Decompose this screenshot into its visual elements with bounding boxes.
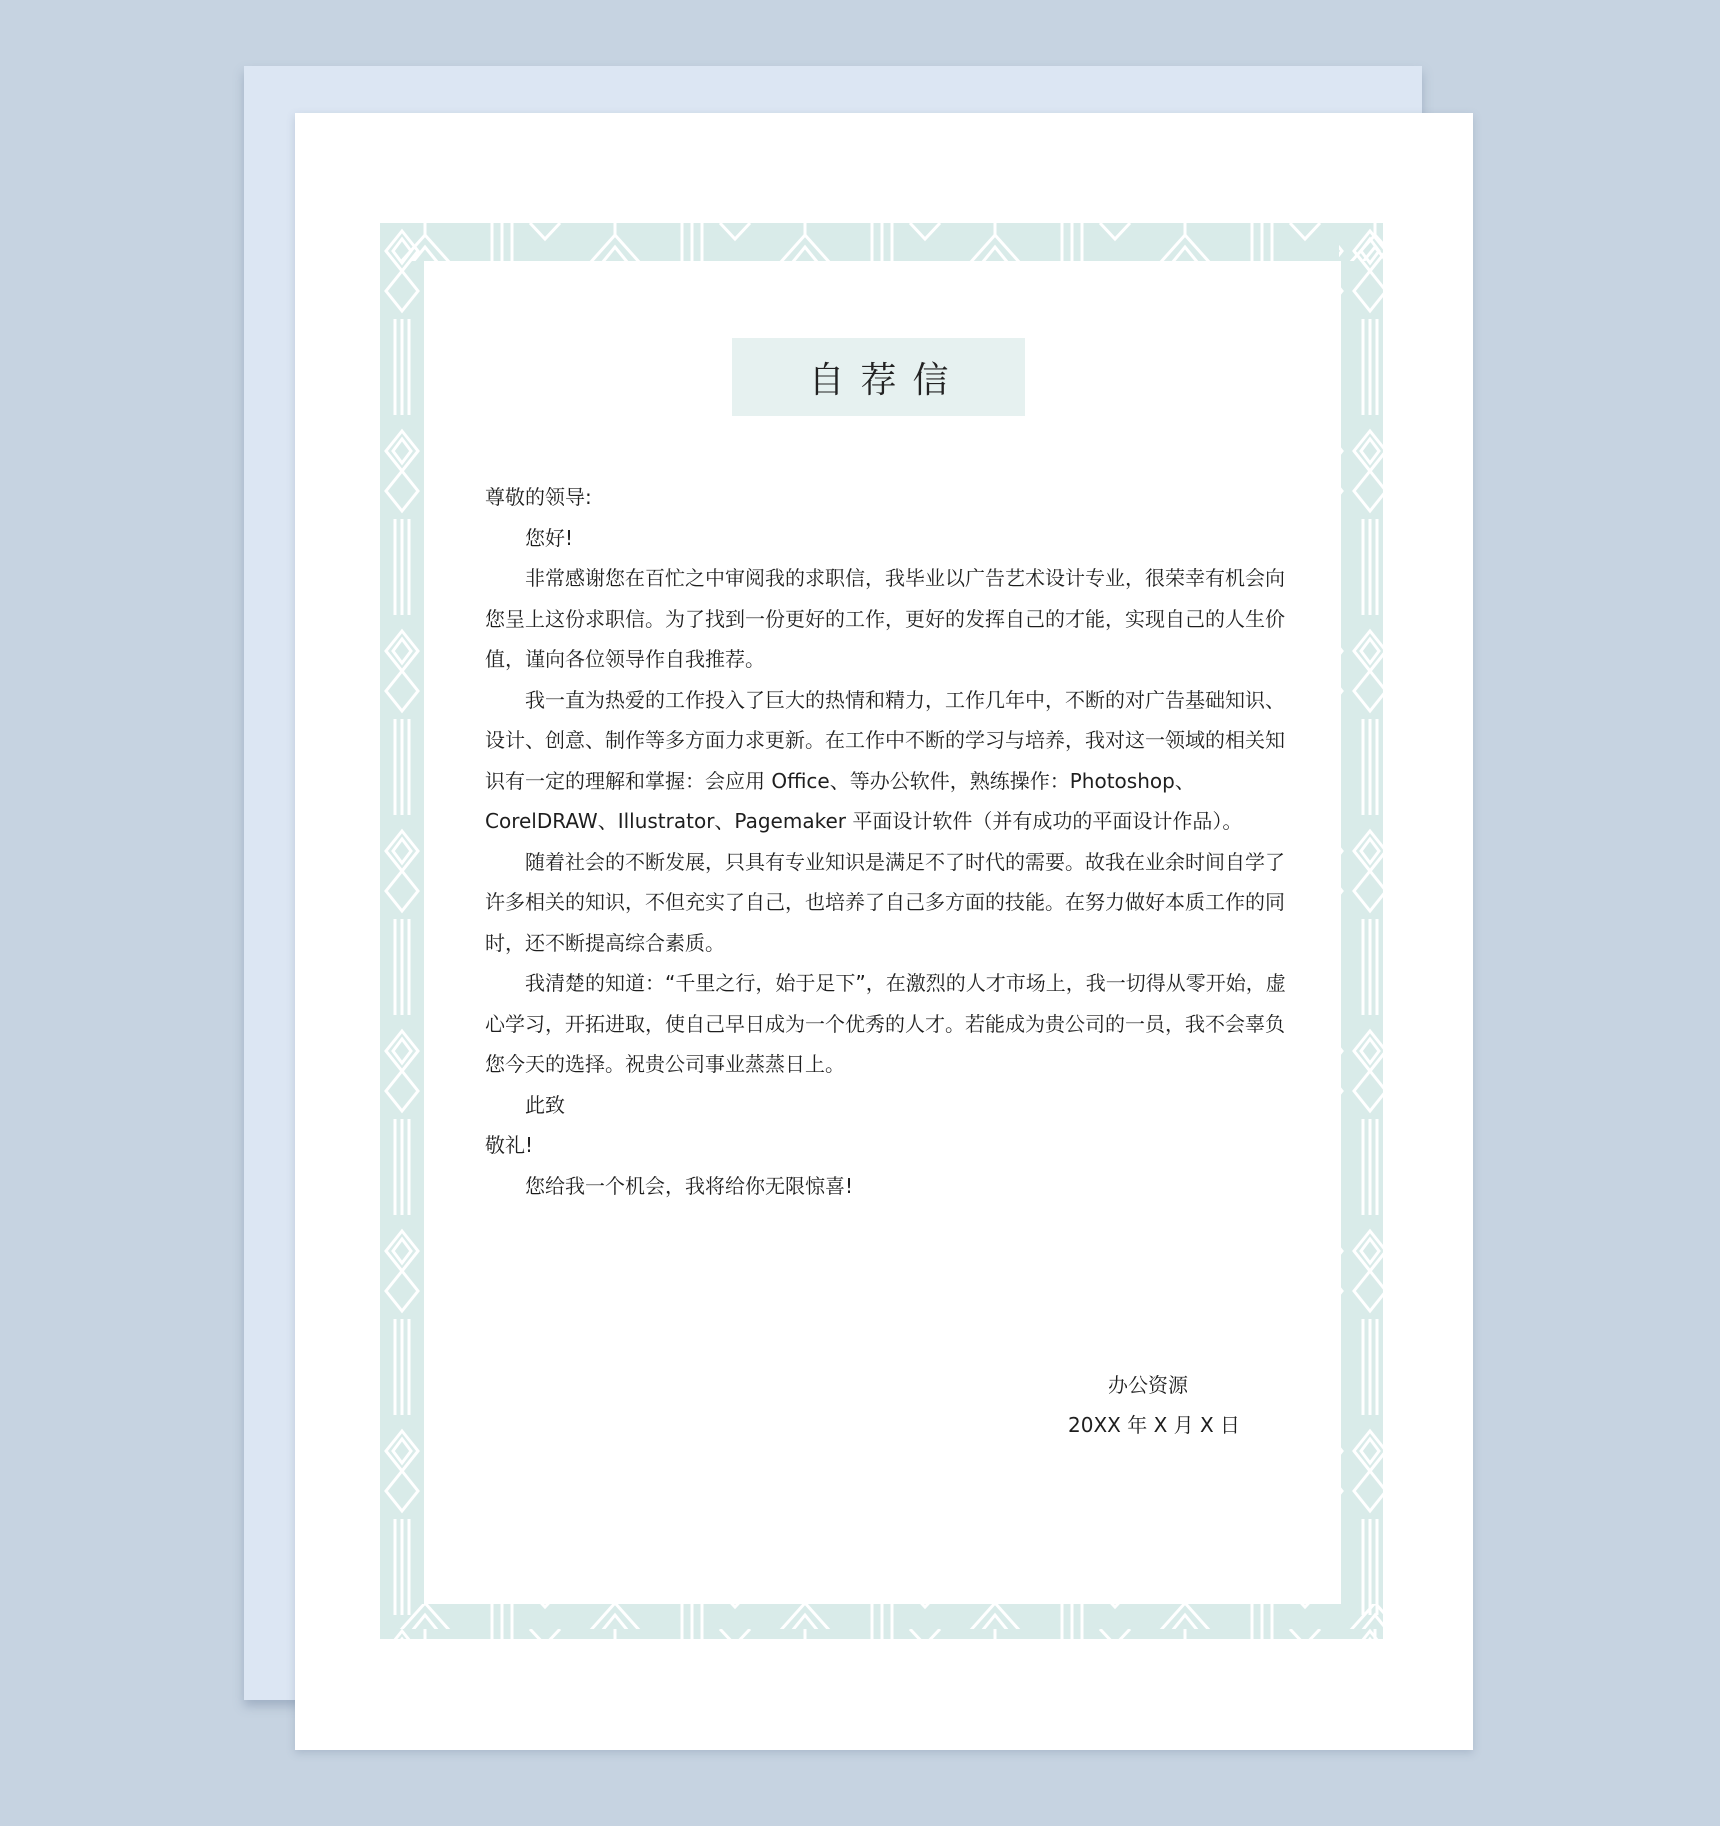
- title-box: [732, 338, 1025, 416]
- closing-jingli: 敬礼!: [485, 1133, 534, 1157]
- closing-note: 您给我一个机会，我将给你无限惊喜!: [525, 1173, 854, 1198]
- letter-body: [485, 477, 1287, 1206]
- paragraph-1: 非常感谢您在百忙之中审阅我的求职信，我毕业以广告艺术设计专业，很荣幸有机会向您呈上这份求职信。为了找到一份更好的工作，更好的发挥自己的才能，实现自己的人生价值，谨向各位领导作自我推荐。: [485, 566, 1285, 671]
- greeting: 您好!: [525, 525, 574, 550]
- paragraph-3: 随着社会的不断发展，只具有专业知识是满足不了时代的需要。故我在业余时间自学了许多相关的知识，不但充实了自己，也培养了自己多方面的技能。在努力做好本质工作的同时，还不断提高综合素质。: [485, 849, 1285, 955]
- signature-date: 20XX 年 X 月 X 日: [1068, 1413, 1241, 1437]
- salutation: 尊敬的领导:: [485, 485, 592, 509]
- page-title: 自荐信: [808, 359, 965, 401]
- signature-block: [1055, 1365, 1295, 1445]
- letter-page: [295, 113, 1473, 1750]
- closing-cizhi: 此致: [525, 1092, 565, 1117]
- paragraph-4: 我清楚的知道：“千里之行，始于足下”，在激烈的人才市场上，我一切得从零开始，虚心学习，开拓进取，使自己早日成为一个优秀的人才。若能成为贵公司的一员，我不会辜负您今天的选择。祝贵公司事业蒸蒸日上。: [485, 971, 1286, 1076]
- signature-name: 办公资源: [1108, 1373, 1188, 1397]
- paragraph-2: 我一直为热爱的工作投入了巨大的热情和精力，工作几年中，不断的对广告基础知识、设计、创意、制作等多方面力求更新。在工作中不断的学习与培养，我对这一领域的相关知识有一定的理解和掌握：会应用 Office、等办公软件，熟练操作：Photoshop、CorelDRAW、Illustrator、Pagemaker 平面设计软件（并有成功的平面设计作品）。: [485, 687, 1285, 833]
